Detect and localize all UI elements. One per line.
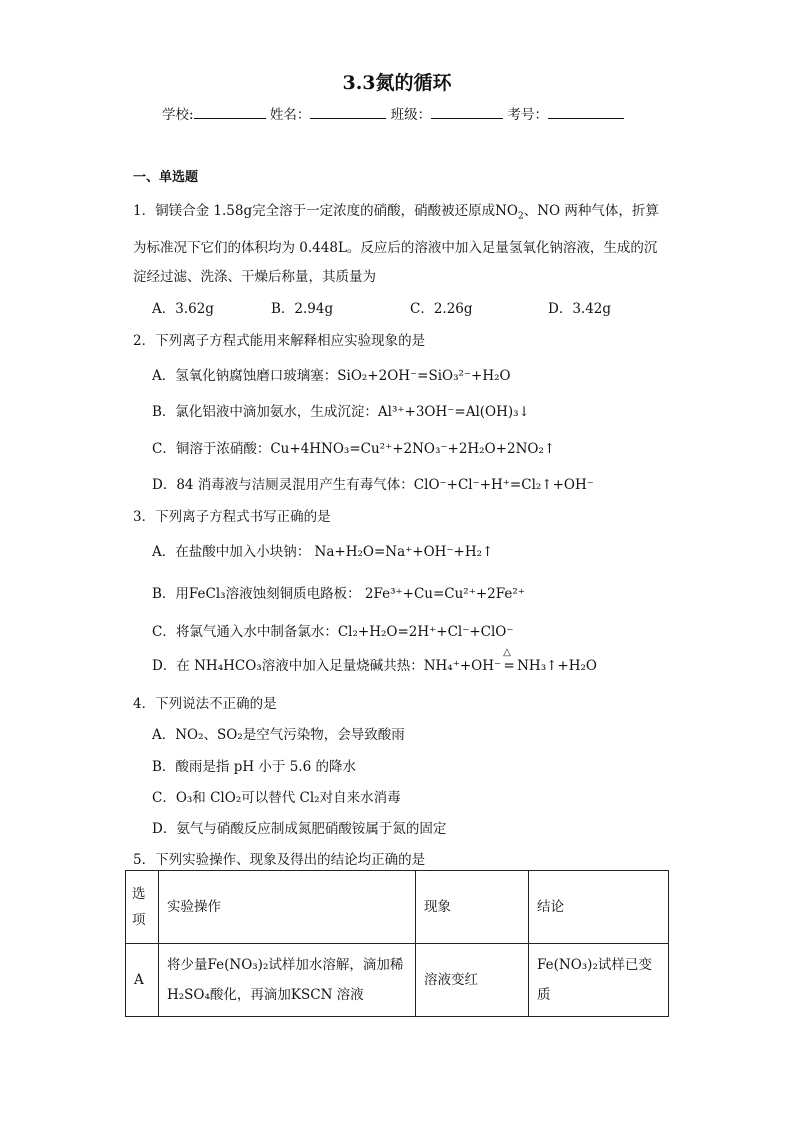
- q1-line1: [133, 199, 659, 222]
- q3-stem: 3．下列离子方程式书写正确的是: [133, 509, 331, 525]
- page-title: 3.3氮的循环: [342, 72, 452, 94]
- equals-sign: =: [503, 658, 515, 674]
- operation-line2: H₂SO₄酸化，再滴加KSCN 溶液: [167, 987, 364, 1003]
- header-option: 选项: [126, 871, 159, 944]
- q3-option-a[interactable]: A．在盐酸中加入小块钠： Na+H₂O=Na⁺+OH⁻+H₂↑: [152, 544, 494, 560]
- q2-option-c[interactable]: C．铜溶于浓硝酸：Cu+4HNO₃=Cu²⁺+2NO₃⁻+2H₂O+2NO₂↑: [152, 441, 556, 457]
- conclusion-line1: Fe(NO₃)₂试样已变: [537, 957, 652, 973]
- q1-chem-sub: 2: [517, 211, 524, 222]
- q1-text-end: 、NO 两种气体，折算: [523, 203, 659, 219]
- header-conclusion: 结论: [529, 871, 669, 944]
- q3-option-c[interactable]: C．将氯气通入水中制备氯水：Cl₂+H₂O=2H⁺+Cl⁻+ClO⁻: [152, 624, 514, 640]
- school-label: 学校:: [162, 107, 194, 123]
- q3-option-d[interactable]: [152, 647, 597, 674]
- row-phenomenon: 溶液变红: [416, 944, 529, 1017]
- q2-stem: 2．下列离子方程式能用来解释相应实验现象的是: [133, 333, 426, 349]
- q1-chem: NO: [495, 203, 518, 219]
- q1-text: 1．铜镁合金 1.58g完全溶于一定浓度的硝酸，硝酸被还原成: [133, 203, 496, 219]
- q4-option-c[interactable]: C．O₃和 ClO₂可以替代 Cl₂对自来水消毒: [152, 790, 401, 806]
- header-operation: 实验操作: [159, 871, 416, 944]
- q2-option-a[interactable]: A．氢氧化钠腐蚀磨口玻璃塞：SiO₂+2OH⁻=SiO₃²⁻+H₂O: [152, 368, 511, 384]
- q1-option-b[interactable]: B．2.94g: [271, 301, 334, 317]
- q2-option-d[interactable]: D．84 消毒液与洁厕灵混用产生有毒气体：ClO⁻+Cl⁻+H⁺=Cl₂↑+OH⁻: [152, 477, 594, 493]
- name-label: 姓名：: [269, 107, 311, 123]
- q3-option-b[interactable]: B．用FeCl₃溶液蚀刻铜质电路板： 2Fe³⁺+Cu=Cu²⁺+2Fe²⁺: [152, 586, 525, 602]
- student-info-line: [162, 103, 624, 123]
- q3-d-text: D．在 NH₄HCO₃溶液中加入足量烧碱共热：NH₄⁺+OH⁻: [152, 658, 502, 674]
- row-operation: [159, 944, 416, 1017]
- section-heading: 一、单选题: [133, 170, 199, 185]
- q4-option-a[interactable]: A．NO₂、SO₂是空气污染物，会导致酸雨: [152, 727, 405, 743]
- q1-line2: 为标准况下它们的体积均为 0.448L。反应后的溶液中加入足量氢氧化钠溶液，生成的沉: [133, 240, 658, 256]
- school-blank[interactable]: [194, 106, 266, 119]
- q4-option-b[interactable]: B．酸雨是指 pH 小于 5.6 的降水: [152, 759, 356, 775]
- q4-stem: 4．下列说法不正确的是: [133, 696, 277, 712]
- heat-equals-sign: [501, 647, 517, 674]
- experiment-table: [125, 870, 669, 1017]
- number-label: 考号：: [507, 107, 548, 123]
- q1-line3: 淀经过滤、洗涤、干燥后称量，其质量为: [133, 269, 376, 285]
- operation-line1: 将少量Fe(NO₃)₂试样加水溶解，滴加稀: [167, 957, 404, 973]
- q5-stem: 5．下列实验操作、现象及得出的结论均正确的是: [133, 852, 426, 868]
- conclusion-line2: 质: [537, 987, 551, 1003]
- q3-d-products: NH₃↑+H₂O: [517, 658, 597, 674]
- q1-option-c[interactable]: C．2.26g: [410, 301, 473, 317]
- header-phenomenon: 现象: [416, 871, 529, 944]
- table-header-row: [126, 871, 669, 944]
- q4-option-d[interactable]: D．氨气与硝酸反应制成氮肥硝酸铵属于氮的固定: [152, 821, 447, 837]
- table-row: [126, 944, 669, 1017]
- q1-option-d[interactable]: D．3.42g: [548, 301, 612, 317]
- number-blank[interactable]: [548, 106, 624, 119]
- row-conclusion: [529, 944, 669, 1017]
- q2-option-b[interactable]: B．氯化铝液中滴加氨水，生成沉淀：Al³⁺+3OH⁻=Al(OH)₃↓: [152, 404, 530, 420]
- q1-option-a[interactable]: A．3.62g: [152, 301, 214, 317]
- heat-triangle-icon: △: [503, 647, 511, 658]
- class-blank[interactable]: [431, 106, 503, 119]
- name-blank[interactable]: [310, 106, 386, 119]
- class-label: 班级：: [390, 107, 432, 123]
- row-option: A: [126, 944, 159, 1017]
